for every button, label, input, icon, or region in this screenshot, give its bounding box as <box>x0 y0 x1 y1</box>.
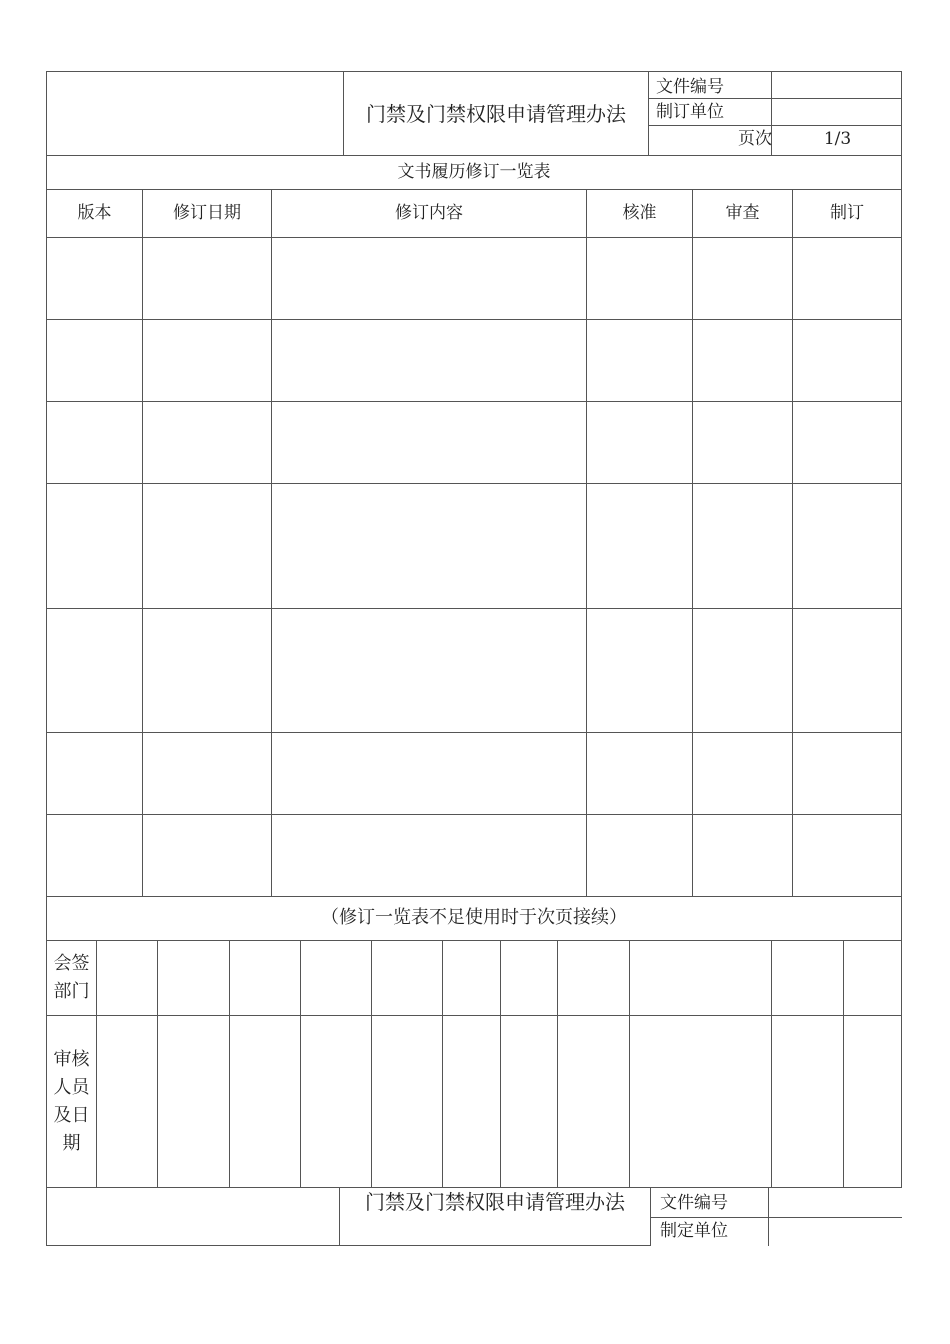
revision-cell <box>587 733 692 814</box>
reviewer-label-line: 期 <box>62 1132 81 1154</box>
column-header-version: 版本 <box>77 203 112 223</box>
page-label: 页次 <box>738 128 772 149</box>
unit-label: 制订单位 <box>656 101 724 122</box>
doc-number-label: 文件编号 <box>656 76 724 97</box>
border-line <box>46 1245 339 1246</box>
border-line <box>339 1245 650 1246</box>
footer-unit-label: 制定单位 <box>660 1220 728 1241</box>
doc-number-value <box>772 72 901 98</box>
revision-cell <box>272 320 586 401</box>
revision-cell <box>143 733 271 814</box>
reviewer-label-line: 及日 <box>53 1104 90 1126</box>
continuation-note: （修订一览表不足使用时于次页接续） <box>321 907 627 928</box>
signoff-column-rule <box>96 940 97 1188</box>
revision-cell <box>587 815 692 896</box>
unit-value <box>772 99 901 125</box>
border-line <box>46 1187 47 1246</box>
border-line <box>650 1187 651 1246</box>
document-title: 门禁及门禁权限申请管理办法 <box>366 101 626 126</box>
column-header-revision-date: 修订日期 <box>173 203 241 223</box>
revision-cell <box>587 402 692 483</box>
reviewer-label-line: 审核 <box>53 1048 90 1070</box>
border-line <box>650 1217 902 1218</box>
signoff-column-rule <box>771 940 772 1188</box>
border-line <box>648 125 902 126</box>
revision-cell <box>272 402 586 483</box>
signoff-column-rule <box>229 940 230 1188</box>
revision-cell <box>143 484 271 608</box>
revision-cell <box>793 733 901 814</box>
signoff-column-rule <box>157 940 158 1188</box>
signoff-column-rule <box>500 940 501 1188</box>
signoff-column-rule <box>442 940 443 1188</box>
revision-cell <box>47 402 142 483</box>
revision-cell <box>693 402 792 483</box>
border-line <box>768 1187 769 1246</box>
signoff-rule <box>901 940 902 1188</box>
revision-cell <box>143 609 271 732</box>
reviewer-label-line: 人员 <box>53 1076 90 1098</box>
revision-cell <box>272 815 586 896</box>
revision-cell <box>693 733 792 814</box>
column-header-revision-content: 修订内容 <box>395 203 463 223</box>
revision-cell <box>47 484 142 608</box>
revision-cell <box>272 609 586 732</box>
revision-cell <box>793 402 901 483</box>
revision-cell <box>793 484 901 608</box>
revision-cell <box>693 815 792 896</box>
revision-cell <box>587 609 692 732</box>
revision-cell <box>272 238 586 319</box>
signoff-column-rule <box>629 940 630 1188</box>
revision-cell <box>793 815 901 896</box>
border-line <box>648 71 649 156</box>
countersign-label-line: 会签 <box>53 953 90 974</box>
revision-cell <box>47 609 142 732</box>
revision-cell <box>47 238 142 319</box>
page-number: 1/3 <box>823 128 852 149</box>
signoff-column-rule <box>300 940 301 1188</box>
revision-cell <box>143 320 271 401</box>
footer-document-title: 门禁及门禁权限申请管理办法 <box>365 1190 625 1214</box>
revision-cell <box>47 815 142 896</box>
signoff-rule <box>46 1187 902 1188</box>
revision-cell <box>793 320 901 401</box>
countersign-label-line: 部门 <box>53 981 90 1002</box>
signoff-column-rule <box>371 940 372 1188</box>
revision-cell <box>272 733 586 814</box>
revision-cell <box>693 484 792 608</box>
revision-cell <box>693 238 792 319</box>
signoff-column-rule <box>557 940 558 1188</box>
table-rule <box>901 155 902 941</box>
revision-cell <box>587 484 692 608</box>
revision-cell <box>47 320 142 401</box>
revision-cell <box>587 320 692 401</box>
table-rule <box>46 940 902 941</box>
border-line <box>901 71 902 156</box>
revision-cell <box>143 238 271 319</box>
revision-cell <box>47 733 142 814</box>
revision-cell <box>693 320 792 401</box>
column-header-review: 审查 <box>725 203 760 223</box>
revision-cell <box>143 402 271 483</box>
revision-cell <box>143 815 271 896</box>
countersign-department-label <box>47 941 96 1015</box>
revision-cell <box>272 484 586 608</box>
column-header-approval: 核准 <box>622 203 657 223</box>
revision-cell <box>693 609 792 732</box>
border-line <box>46 71 47 156</box>
signoff-rule <box>46 1015 902 1016</box>
revision-cell <box>793 238 901 319</box>
revision-table-title: 文书履历修订一览表 <box>397 162 551 182</box>
reviewer-and-date-label <box>47 1016 96 1187</box>
signoff-column-rule <box>843 940 844 1188</box>
revision-cell <box>587 238 692 319</box>
footer-doc-number-label: 文件编号 <box>660 1192 728 1213</box>
revision-cell <box>793 609 901 732</box>
column-header-prepared: 制订 <box>830 203 864 223</box>
